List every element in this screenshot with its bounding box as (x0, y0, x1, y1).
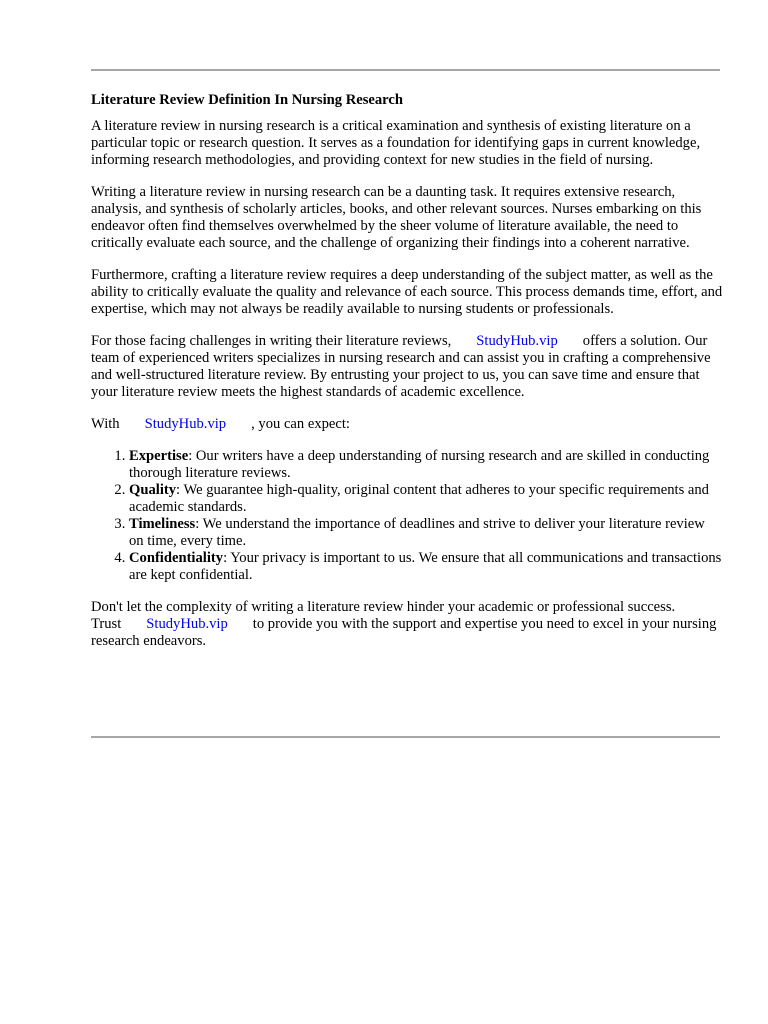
studyhub-link[interactable]: StudyHub.vip (476, 333, 558, 349)
paragraph-solution-tail: offers a solution. Our team of experienced writers specializes in nursing research and can assist you in crafting a comprehensive and well-structured literature review. By entrusting your project to us, you can save time and ensure that your literature review meets the highest standards of academic excellence. (91, 333, 711, 400)
paragraph-requirements: Furthermore, crafting a literature review requires a deep understanding of the subject matter, as well as the ability to critically evaluate the quality and relevance of each source. This process demands time, effort, and expertise, which may not always be readily available to nursing students or professionals. (91, 267, 723, 317)
list-item-term: Expertise (129, 448, 189, 464)
studyhub-link[interactable]: StudyHub.vip (146, 616, 228, 632)
list-item (129, 550, 723, 584)
benefits-list (91, 448, 723, 584)
paragraph-closing (91, 599, 723, 650)
paragraph-solution-lead: For those facing challenges in writing their literature reviews, (91, 333, 452, 349)
document-content (91, 90, 723, 665)
list-item-text: : Our writers have a deep understanding of nursing research and are skilled in conducting thorough literature reviews. (129, 448, 710, 481)
paragraph-expect-lead: With (91, 416, 120, 432)
top-divider (91, 69, 720, 71)
studyhub-link[interactable]: StudyHub.vip (144, 416, 227, 432)
paragraph-closing-lead: Don't let the complexity of writing a literature review hinder your academic or professional success. Trust (91, 599, 676, 632)
paragraph-expect-tail: , you can expect: (251, 416, 350, 432)
paragraph-solution (91, 333, 723, 401)
list-item (129, 482, 723, 516)
list-item-term: Quality (129, 482, 177, 498)
list-item-term: Confidentiality (129, 550, 224, 566)
paragraph-closing-tail: to provide you with the support and expertise you need to excel in your nursing research endeavors. (91, 616, 717, 649)
document-title: Literature Review Definition In Nursing Research (91, 92, 403, 108)
list-item-text: : We understand the importance of deadlines and strive to deliver your literature review on time, every time. (129, 516, 705, 549)
list-item-text: : We guarantee high-quality, original content that adheres to your specific requirements and academic standards. (129, 482, 709, 515)
paragraph-challenge: Writing a literature review in nursing research can be a daunting task. It requires extensive research, analysis, and synthesis of scholarly articles, books, and other relevant sources. Nurses embarking on this endeavor often find themselves overwhelmed by the sheer volume of literature available, the need to critically evaluate each source, and the challenge of organizing their findings into a coherent narrative. (91, 184, 702, 251)
list-item-text: : Your privacy is important to us. We ensure that all communications and transactions are kept confidential. (129, 550, 722, 583)
bottom-divider (91, 736, 720, 738)
list-item (129, 448, 723, 482)
paragraph-expect (91, 416, 723, 433)
list-item (129, 516, 723, 550)
list-item-term: Timeliness (129, 516, 196, 532)
paragraph-definition: A literature review in nursing research is a critical examination and synthesis of existing literature on a particular topic or research question. It serves as a foundation for identifying gaps in current knowledge, informing research methodologies, and providing context for new studies in the field of nursing. (91, 118, 701, 168)
